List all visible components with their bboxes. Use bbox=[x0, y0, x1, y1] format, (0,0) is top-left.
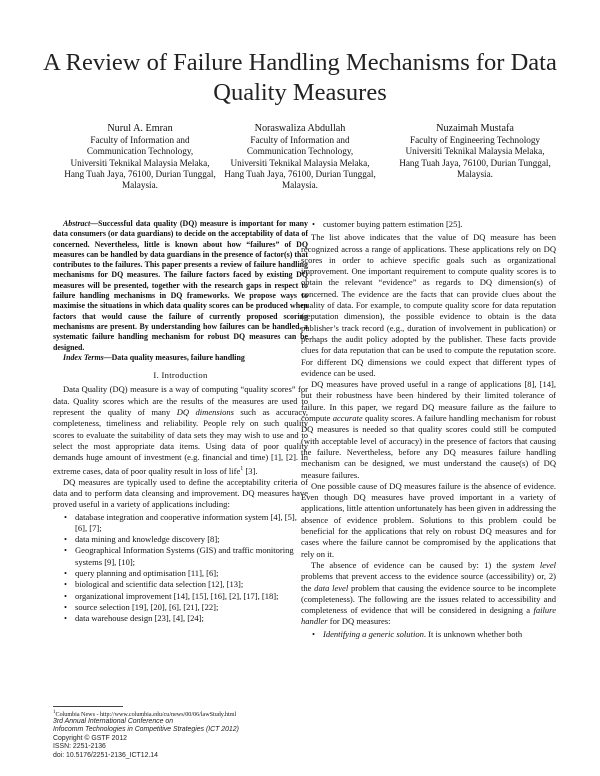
list-item-text: Geographical Information Systems (GIS) and traffic monitoring systems [9], [10]; bbox=[75, 545, 294, 567]
author-3-affil-line: Hang Tuah Jaya, 76100, Durian Tunggal, bbox=[399, 157, 551, 168]
author-2-affil-line: Communication Technology, bbox=[246, 146, 354, 157]
right-p2-text-cont: quality scores. A failure handling mechanism for robust DQ measures is needed so that quality scores could still be computed (with acceptable level of accuracy) in the presence of factors that causing the failure. Nevertheless, before any DQ measures failure handling mechanism can be designed, we must understand the cause(s) of DQ measure failures. bbox=[301, 413, 556, 480]
right-p2-text: DQ measures have proved useful in a range of applications [8], [14], but their robustness have been hindered by their limited tolerance of failure. In this paper, we regard DQ measure failure as the failure to compute bbox=[301, 379, 556, 424]
abstract-label: Abstract bbox=[63, 219, 91, 228]
index-terms-text: —Data quality measures, failure handling bbox=[103, 352, 245, 362]
footnote-ref[interactable]: 1 bbox=[240, 465, 244, 472]
author-3-name: Nuzaimah Mustafa bbox=[436, 123, 514, 134]
intro-paragraph-1 bbox=[53, 384, 308, 476]
bullet-icon: • bbox=[64, 601, 67, 612]
list-item bbox=[53, 591, 308, 602]
list-item bbox=[53, 579, 308, 590]
intro-p1-text-cont: such as accuracy, completeness, timeliness and reliability. People rely on such quality scores to evaluate the suitability of data sets they may wish to use and to select the most appropriate data items. Using data of poor quality demands huge amount of investment (e.g. financial and time) [1], [2]. In extreme cases, data of poor quality result in loss of life bbox=[53, 407, 308, 476]
author-1-affil-line: Communication Technology, bbox=[86, 146, 194, 157]
bullet-icon: • bbox=[64, 511, 67, 522]
list-item-text: customer buying pattern estimation [25]. bbox=[323, 219, 463, 229]
right-p4-text: problem that causing the evidence source to be incomplete (completeness). The following are the issues related to accessibility and completeness of evidence that will be considered in designing a bbox=[301, 582, 556, 616]
list-item-emphasis: Identifying a generic solution bbox=[323, 628, 424, 639]
paper-title: A Review of Failure Handling Mechanisms for Data Quality Measures bbox=[43, 49, 557, 106]
abstract-text: —Successful data quality (DQ) measure is important for many data consumers (or data guardians) to decide on the acceptability of data of concerned. Nevertheless, little is known about how “failures” of DQ measures can be handled by data guardians in the presence of factor(s) that contributes to the failures. This paper presents a review of failure handling mechanisms for DQ measures. The failure factors faced by existing DQ measures will be presented, together with the research gaps in respect to failure handling mechanisms in DQ frameworks. We propose ways to maximise the situations in which data quality scores can be produced when factors that would cause the failure of currently proposed scoring mechanisms are present. By understanding how failures can be handled, a systematic failure handling mechanism for robust DQ measures can be designed. bbox=[53, 219, 308, 352]
list-item-text: query planning and optimisation [11], [6]; bbox=[75, 568, 219, 579]
author-1-name: Nurul A. Emran bbox=[107, 123, 173, 134]
intro-paragraph-2: DQ measures are typically used to define the acceptability criteria of data and to perform data cleansing and improvement. DQ measures have proved useful in a variety of applications including: bbox=[53, 476, 308, 510]
conference-info bbox=[53, 718, 239, 760]
right-p2-emphasis: accurate bbox=[332, 413, 363, 424]
intro-p1-emphasis: DQ dimensions bbox=[176, 407, 234, 418]
bullet-icon: • bbox=[312, 219, 315, 229]
right-p4-emphasis: system level bbox=[511, 559, 556, 570]
left-column bbox=[53, 219, 308, 625]
index-terms-label: Index Terms bbox=[63, 352, 104, 362]
doi-line[interactable]: doi: 10.5176/2251-2136_ICT12.14 bbox=[53, 751, 158, 759]
right-p4-text: for DQ measures: bbox=[327, 616, 391, 627]
author-2 bbox=[200, 123, 400, 191]
bullet-icon: • bbox=[64, 579, 67, 590]
intro-p1-text: Data Quality (DQ) measure is a way of computing “quality scores” for data. Quality scores which are the results of the measures are used to represent the quality of many bbox=[53, 384, 308, 418]
list-item-text: data warehouse design [23], [4], [24]; bbox=[75, 613, 204, 624]
list-item bbox=[301, 219, 556, 230]
right-p4-text: The absence of evidence can be caused by: 1) the bbox=[311, 559, 512, 570]
intro-p1-citation: [3]. bbox=[243, 465, 258, 476]
list-item-text: biological and scientific data selection [12], [13]; bbox=[75, 579, 244, 590]
list-item bbox=[301, 629, 556, 640]
applications-list bbox=[53, 512, 308, 625]
author-3-affil-line: Malaysia. bbox=[457, 168, 493, 179]
issues-list bbox=[301, 629, 556, 640]
list-item bbox=[53, 613, 308, 624]
section-heading-introduction: I. Introduction bbox=[153, 370, 208, 381]
applications-list-continued bbox=[301, 219, 556, 230]
author-1-affil-line: Hang Tuah Jaya, 76100, Durian Tunggal, bbox=[64, 168, 216, 179]
author-3-affil-line: Faculty of Engineering Technology bbox=[409, 135, 541, 146]
author-2-affil-line: Faculty of Information and bbox=[250, 135, 350, 146]
author-1-affil-line: Universiti Teknikal Malaysia Melaka, bbox=[70, 157, 210, 168]
conference-name-line: 3rd Annual International Conference on bbox=[53, 718, 174, 725]
right-paragraph-1: The list above indicates that the value of DQ measure has been recognized across a range of applications. These applications rely on DQ scores in order to achieve specific goals such as organizational improvement. One important requirement to compute quality scores is to obtain the relevant “evidence” as regards to DQ dimension(s) of concerned. The evidence are the facts that can provide clues about the quality of data. For example, to compute quality score for data reputation (reputation dimension), the possible evidence to obtain is the data publisher’s track record (e.g., duration of involvement in publication) or perhaps the audit policy adopted by the publisher. These facts provide clues for data reputation that can be used to compute the reputation score. For different DQ dimensions we could expect that different types of evidence can be used. bbox=[301, 232, 556, 378]
author-block bbox=[0, 123, 600, 203]
list-item bbox=[53, 512, 308, 535]
conference-name-line: Infocomm Technologies in Competitive Strategies (ICT 2012) bbox=[53, 726, 239, 734]
list-item-text: . It is unknown whether both bbox=[423, 628, 523, 639]
footnote-divider bbox=[53, 706, 123, 707]
author-2-affil-line: Malaysia. bbox=[282, 180, 318, 191]
abstract bbox=[53, 219, 308, 353]
bullet-icon: • bbox=[64, 568, 67, 579]
footnote-link[interactable]: Columbia News - http://www.columbia.edu/cu/news/00/06/lawStudy.html bbox=[55, 712, 237, 719]
bullet-icon: • bbox=[64, 590, 67, 601]
author-2-name: Noraswaliza Abdullah bbox=[254, 123, 346, 134]
list-item bbox=[53, 534, 308, 545]
list-item-text: source selection [19], [20], [6], [21], [22]; bbox=[75, 601, 219, 612]
list-item-text: organizational improvement [14], [15], [16], [2], [17], [18]; bbox=[75, 590, 279, 601]
copyright-line: Copyright © GSTF 2012 bbox=[53, 734, 128, 742]
right-p4-text: problems that prevent access to the evidence source (accessibility) or, 2) the bbox=[301, 571, 556, 593]
list-item bbox=[53, 568, 308, 579]
bullet-icon: • bbox=[64, 613, 67, 624]
right-paragraph-4 bbox=[301, 560, 556, 628]
footnote-mark: 1 bbox=[53, 710, 56, 715]
author-1-affil-line: Faculty of Information and bbox=[90, 135, 190, 146]
author-2-affil-line: Universiti Teknikal Malaysia Melaka, bbox=[230, 157, 370, 168]
list-item bbox=[53, 545, 308, 568]
right-column bbox=[301, 219, 556, 640]
right-p4-emphasis: failure handler bbox=[301, 605, 556, 627]
bullet-icon: • bbox=[64, 534, 67, 545]
index-terms bbox=[53, 353, 308, 363]
author-3 bbox=[375, 123, 575, 180]
right-paragraph-2 bbox=[301, 379, 556, 481]
issn-line: ISSN: 2251-2136 bbox=[53, 743, 106, 751]
author-1-affil-line: Malaysia. bbox=[122, 180, 158, 191]
bullet-icon: • bbox=[312, 628, 315, 639]
list-item bbox=[53, 602, 308, 613]
list-item-text: database integration and cooperative information system [4], [5], [6], [7]; bbox=[75, 511, 297, 533]
list-item-text: data mining and knowledge discovery [8]; bbox=[75, 534, 220, 545]
bullet-icon: • bbox=[64, 545, 67, 556]
author-3-affil-line: Universiti Teknikal Malaysia Melaka, bbox=[405, 146, 545, 157]
author-2-affil-line: Hang Tuah Jaya, 76100, Durian Tunggal, bbox=[224, 168, 376, 179]
right-paragraph-3: One possible cause of DQ measures failure is the absence of evidence. Even though DQ measures have proved important in a variety of applications, little attention unfortunately has been given in addressing the absence of evidence problem. Solutions to this problem could be beneficial for the applications that rely on robust DQ measures and for cases where the failure cannot be compromised by the applications that rely on it. bbox=[301, 480, 556, 559]
right-p4-emphasis: data level bbox=[314, 582, 349, 593]
